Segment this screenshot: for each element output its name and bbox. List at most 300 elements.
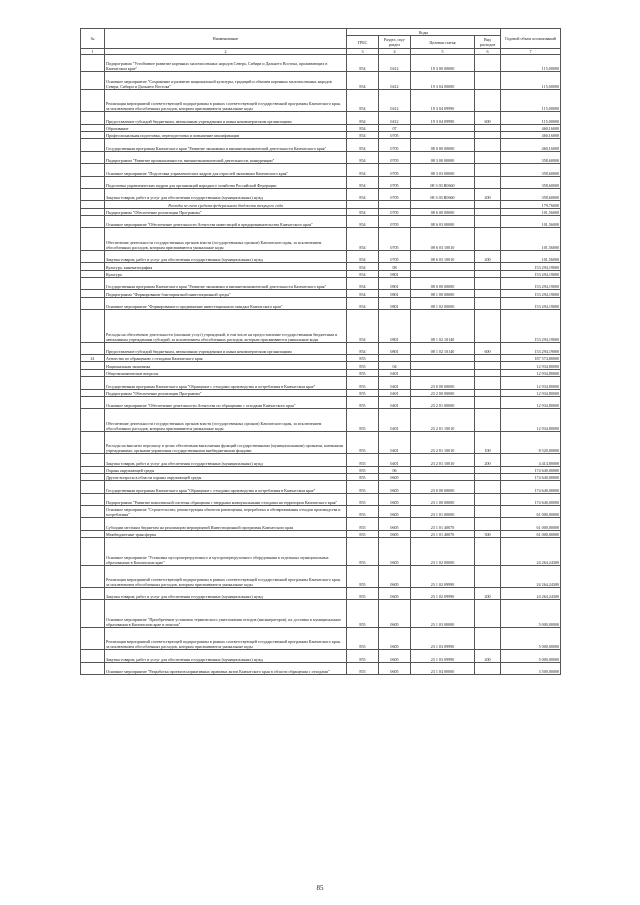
row-name: Государственная программа Камчатского края "Обращение с отходами производства и потребления в Камчатском крае": [105, 481, 347, 493]
row-grbs: 855: [347, 518, 379, 530]
row-grbs: 854: [347, 55, 379, 72]
table-row: [81, 369, 561, 376]
row-grbs: 855: [347, 565, 379, 587]
row-target: 08 3 03 R0660: [411, 188, 475, 200]
row-vid: [475, 290, 501, 297]
row-number: [81, 228, 105, 250]
row-target: 23 1 02 09990: [411, 565, 475, 587]
row-number: [81, 263, 105, 270]
row-amount: 115,00000: [501, 72, 561, 89]
column-number: 5: [411, 49, 475, 55]
table-row: [81, 342, 561, 354]
row-target: [411, 369, 475, 376]
table-row: [81, 538, 561, 565]
row-target: 23 1 02 09990: [411, 588, 475, 600]
row-name: Подпрограмма "Развитие промышленности, внешнеэкономической деятельности, конкуренции": [105, 151, 347, 163]
table-row: [81, 151, 561, 163]
row-vid: 200: [475, 188, 501, 200]
row-section: 0605: [379, 518, 411, 530]
row-number: [81, 342, 105, 354]
row-section: 08: [379, 263, 411, 270]
row-amount: 174 640,00000: [501, 473, 561, 480]
row-amount: 174 640,00000: [501, 466, 561, 473]
table-row: [81, 201, 561, 208]
table-row: [81, 216, 561, 228]
row-name: Основное мероприятие "Обеспечение деятельности Агентства по обращению с отходами Камчатского края": [105, 396, 347, 408]
row-grbs: 855: [347, 473, 379, 480]
row-name: Основное мероприятие "Установка мусороперегрузочного и мусороперегрузочного оборудования в отдельных муниципальных образованиях в Камчатском крае": [105, 538, 347, 565]
row-number: [81, 297, 105, 309]
row-vid: [475, 55, 501, 72]
row-grbs: 855: [347, 431, 379, 453]
row-grbs: 854: [347, 310, 379, 342]
row-number: [81, 216, 105, 228]
row-grbs: 854: [347, 89, 379, 111]
row-vid: 200: [475, 650, 501, 662]
row-section: 06: [379, 466, 411, 473]
row-section: 0605: [379, 473, 411, 480]
table-row: [81, 565, 561, 587]
row-amount: 153 294,19000: [501, 310, 561, 342]
table-row: [81, 270, 561, 277]
row-section: 0605: [379, 662, 411, 674]
row-amount: 358,60000: [501, 176, 561, 188]
row-name: Основное мероприятие "Приобретение установок термического уничтожения отходов (инсинераторов), их доставка в муниципальные образования в Камчатском крае и монтаж": [105, 600, 347, 627]
row-target: 23 0 00 00000: [411, 481, 475, 493]
row-grbs: 855: [347, 362, 379, 369]
row-section: 0412: [379, 89, 411, 111]
row-number: [81, 112, 105, 124]
row-vid: [475, 89, 501, 111]
row-name: Расходы за счет средств федерального бюджета текущего года: [105, 201, 347, 208]
row-amount: 153 294,19000: [501, 342, 561, 354]
column-number: 6: [475, 49, 501, 55]
row-section: 0705: [379, 164, 411, 176]
row-target: 19 3 04 09990: [411, 89, 475, 111]
column-number: 3: [347, 49, 379, 55]
row-name: Закупка товаров, работ и услуг для обеспечения государственных (муниципальных) нужд: [105, 650, 347, 662]
row-target: 23 1 03 09990: [411, 627, 475, 649]
row-number: [81, 565, 105, 587]
table-body: [81, 55, 561, 675]
table-row: [81, 89, 561, 111]
row-amount: 153 294,19000: [501, 290, 561, 297]
row-amount: 24 264,24300: [501, 565, 561, 587]
row-section: 0401: [379, 409, 411, 431]
row-section: 0705: [379, 216, 411, 228]
header-amount: Годовой объем ассигнований: [501, 29, 561, 49]
row-number: [81, 176, 105, 188]
row-amount: 358,60000: [501, 151, 561, 163]
row-amount: 12 934,80000: [501, 396, 561, 408]
row-section: 0705: [379, 139, 411, 151]
row-grbs: 854: [347, 270, 379, 277]
row-name: Охрана окружающей среды: [105, 466, 347, 473]
row-vid: [475, 518, 501, 530]
table-row: [81, 466, 561, 473]
row-grbs: 854: [347, 112, 379, 124]
row-vid: [475, 297, 501, 309]
row-target: 23 1 01 00000: [411, 506, 475, 518]
table-row: [81, 55, 561, 72]
row-grbs: 854: [347, 139, 379, 151]
row-target: 23 0 00 00000: [411, 377, 475, 389]
row-target: 08 0 00 00000: [411, 278, 475, 290]
row-target: 08 1 00 00000: [411, 290, 475, 297]
row-target: 23 1 03 09990: [411, 650, 475, 662]
row-section: 0401: [379, 396, 411, 408]
row-vid: [475, 466, 501, 473]
row-vid: [475, 362, 501, 369]
row-name: Обеспечение деятельности государственных органов власти (государственных органов) Камчатского края, за исключением обособленных расходов, которым присваиваются уникальные коды: [105, 228, 347, 250]
row-grbs: 854: [347, 297, 379, 309]
header-vid: Вид расходов: [475, 36, 501, 49]
row-target: 08 3 03 00000: [411, 164, 475, 176]
row-section: 0605: [379, 538, 411, 565]
row-section: 0605: [379, 481, 411, 493]
row-amount: 101,56000: [501, 216, 561, 228]
row-vid: [475, 164, 501, 176]
row-amount: 24 264,24300: [501, 588, 561, 600]
row-number: [81, 431, 105, 453]
table-row: [81, 164, 561, 176]
row-target: 08 1 02 00000: [411, 297, 475, 309]
row-grbs: 854: [347, 188, 379, 200]
row-name: Общеэкономические вопросы: [105, 369, 347, 376]
row-vid: [475, 151, 501, 163]
row-vid: 200: [475, 454, 501, 466]
row-section: 0412: [379, 55, 411, 72]
table-row: [81, 72, 561, 89]
row-section: 0801: [379, 342, 411, 354]
table-row: [81, 362, 561, 369]
row-number: [81, 139, 105, 151]
row-section: 07: [379, 124, 411, 131]
table-row: [81, 409, 561, 431]
row-grbs: 854: [347, 250, 379, 262]
row-amount: 460,16000: [501, 131, 561, 138]
header-grbs: ГРБС: [347, 36, 379, 49]
row-name: Закупка товаров, работ и услуг для обеспечения государственных (муниципальных) нужд: [105, 188, 347, 200]
row-target: 19 3 00 00000: [411, 55, 475, 72]
table-row: [81, 454, 561, 466]
row-vid: [475, 396, 501, 408]
row-section: [379, 201, 411, 208]
row-vid: 200: [475, 588, 501, 600]
row-grbs: 855: [347, 389, 379, 396]
row-name: Расходы на выплаты персоналу в целях обеспечения выполнения функций государственными (муниципальными) органами, казенными учреждениями, органами управления государственными внебюджетными фондами: [105, 431, 347, 453]
row-vid: [475, 493, 501, 505]
row-name: Межбюджетные трансферты: [105, 530, 347, 537]
row-grbs: 855: [347, 662, 379, 674]
row-target: 08 1 02 10140: [411, 342, 475, 354]
row-section: 0801: [379, 310, 411, 342]
table-row: [81, 139, 561, 151]
row-target: 23 1 04 00000: [411, 662, 475, 674]
table-row: [81, 250, 561, 262]
row-number: [81, 396, 105, 408]
row-amount: 5 000,00000: [501, 600, 561, 627]
table-row: [81, 278, 561, 290]
row-section: 0705: [379, 131, 411, 138]
row-name: Подпрограмма "Развитие комплексной системы обращения с твердыми коммунальными отходами на территории Камчатского края": [105, 493, 347, 505]
row-number: [81, 369, 105, 376]
row-name: Основное мероприятие "Формирование и продвижение инвестиционного имиджа Камчатского края": [105, 297, 347, 309]
row-amount: 115,00000: [501, 55, 561, 72]
row-vid: [475, 473, 501, 480]
table-row: [81, 473, 561, 480]
row-target: 08 0 00 00000: [411, 139, 475, 151]
row-number: [81, 650, 105, 662]
row-number: [81, 362, 105, 369]
table-row: [81, 493, 561, 505]
row-vid: [475, 216, 501, 228]
table-row: [81, 310, 561, 342]
row-vid: [475, 481, 501, 493]
row-name: Субсидии местным бюджетам на реализацию мероприятий Инвестиционной программы Камчатского края: [105, 518, 347, 530]
table-row: [81, 228, 561, 250]
row-section: 0705: [379, 176, 411, 188]
header-codes: Коды: [347, 29, 501, 36]
row-number: [81, 290, 105, 297]
row-amount: 3 500,00000: [501, 662, 561, 674]
row-grbs: 854: [347, 342, 379, 354]
row-target: [411, 473, 475, 480]
row-amount: 153 294,19000: [501, 263, 561, 270]
row-amount: 5 000,00000: [501, 627, 561, 649]
row-name: Государственная программа Камчатского края "Обращение с отходами производства и потребления в Камчатском крае": [105, 377, 347, 389]
row-number: [81, 55, 105, 72]
row-section: 0705: [379, 151, 411, 163]
table-row: [81, 208, 561, 215]
row-target: 23 1 02 00000: [411, 538, 475, 565]
row-vid: [475, 409, 501, 431]
row-number: [81, 188, 105, 200]
row-target: [411, 131, 475, 138]
row-grbs: [347, 201, 379, 208]
row-grbs: 854: [347, 263, 379, 270]
row-name: Подпрограмма "Обеспечение реализации Программы": [105, 208, 347, 215]
row-amount: 8 520,00000: [501, 431, 561, 453]
row-grbs: 854: [347, 228, 379, 250]
row-amount: 61 000,00000: [501, 530, 561, 537]
row-section: 0605: [379, 650, 411, 662]
row-number: [81, 600, 105, 627]
header-name: Наименование: [105, 29, 347, 49]
row-name: Подпрограмма "Обеспечение реализации Программы": [105, 389, 347, 396]
row-amount: 174 640,00000: [501, 481, 561, 493]
row-target: 19 3 04 00000: [411, 72, 475, 89]
row-amount: 153 294,19000: [501, 278, 561, 290]
row-vid: [475, 565, 501, 587]
row-name: Основное мероприятие "Сохранение и развитие национальной культуры, традиций и обычаев коренных малочисленных народов Севера, Сибири и Дальнего Востока": [105, 72, 347, 89]
header-row-num: №: [81, 29, 105, 49]
row-vid: 100: [475, 431, 501, 453]
row-amount: 24 264,24300: [501, 538, 561, 565]
row-vid: [475, 377, 501, 389]
row-target: [411, 263, 475, 270]
row-section: 0401: [379, 431, 411, 453]
row-target: 23 2 01 10010: [411, 409, 475, 431]
row-vid: [475, 263, 501, 270]
table-row: [81, 431, 561, 453]
row-grbs: 854: [347, 164, 379, 176]
row-vid: [475, 662, 501, 674]
row-name: Закупка товаров, работ и услуг для обеспечения государственных (муниципальных) нужд: [105, 588, 347, 600]
table-row: [81, 518, 561, 530]
row-grbs: 855: [347, 530, 379, 537]
row-grbs: 854: [347, 131, 379, 138]
row-target: 08 6 03 10010: [411, 228, 475, 250]
row-name: Обеспечение деятельности государственных органов власти (государственных органов) Камчатского края, за исключением обособленных расходов, которым присваиваются уникальные коды: [105, 409, 347, 431]
row-amount: 115,00000: [501, 89, 561, 111]
table-row: [81, 389, 561, 396]
row-section: 0605: [379, 530, 411, 537]
row-vid: [475, 389, 501, 396]
row-target: 08 6 03 10010: [411, 250, 475, 262]
row-number: [81, 466, 105, 473]
row-vid: [475, 228, 501, 250]
row-target: 23 1 00 00000: [411, 493, 475, 505]
row-section: 0605: [379, 493, 411, 505]
row-section: 0801: [379, 290, 411, 297]
row-vid: [475, 139, 501, 151]
row-name: Подпрограмма "Устойчивое развитие коренных малочисленных народов Севера, Сибири и Дальнего Востока, проживающих в Камчатском крае": [105, 55, 347, 72]
row-grbs: 855: [347, 466, 379, 473]
table-row: [81, 124, 561, 131]
row-section: 0801: [379, 297, 411, 309]
row-number: [81, 493, 105, 505]
row-amount: 12 934,80000: [501, 409, 561, 431]
table-row: [81, 263, 561, 270]
row-name: Подпрограмма "Формирование благоприятной инвестиционной среды": [105, 290, 347, 297]
row-name: Реализация мероприятий соответствующей подпрограммы в рамках соответствующей государственной программы Камчатского края, за исключением обособленных расходов, которым присваиваются уникальные коды: [105, 627, 347, 649]
row-grbs: 855: [347, 506, 379, 518]
row-amount: 5 000,00000: [501, 650, 561, 662]
row-amount: 115,00000: [501, 112, 561, 124]
row-target: 23 2 01 00000: [411, 396, 475, 408]
table-row: [81, 112, 561, 124]
row-amount: 61 000,00000: [501, 518, 561, 530]
row-amount: 153 294,19000: [501, 297, 561, 309]
row-grbs: 854: [347, 208, 379, 215]
row-section: 0605: [379, 565, 411, 587]
row-section: 0705: [379, 208, 411, 215]
row-section: 0412: [379, 72, 411, 89]
row-number: [81, 131, 105, 138]
row-name: Основное мероприятие "Разработка проектов нормативных правовых актов Камчатского края в области обращения с отходами": [105, 662, 347, 674]
table-row: [81, 627, 561, 649]
row-number: [81, 530, 105, 537]
row-grbs: 854: [347, 176, 379, 188]
row-name: Агентство по обращению с отходами Камчатского края: [105, 354, 347, 361]
row-vid: [475, 369, 501, 376]
row-amount: 358,60000: [501, 164, 561, 176]
row-target: [411, 354, 475, 361]
row-grbs: 855: [347, 369, 379, 376]
row-target: 08 6 00 00000: [411, 208, 475, 215]
row-target: 19 3 04 09990: [411, 112, 475, 124]
row-section: [379, 354, 411, 361]
row-amount: 174 640,00000: [501, 493, 561, 505]
row-grbs: 855: [347, 377, 379, 389]
row-name: Государственная программа Камчатского края "Развитие экономики и внешнеэкономической деятельности Камчатского края": [105, 278, 347, 290]
row-name: Предоставление субсидий бюджетным, автономным учреждениям и иным некоммерческим организациям: [105, 112, 347, 124]
row-vid: [475, 72, 501, 89]
row-amount: 153 294,19000: [501, 270, 561, 277]
row-amount: 460,16000: [501, 139, 561, 151]
row-number: [81, 208, 105, 215]
row-name: Культура: [105, 270, 347, 277]
table-row: [81, 176, 561, 188]
row-target: 23 2 01 10010: [411, 454, 475, 466]
row-number: [81, 627, 105, 649]
row-section: 0401: [379, 369, 411, 376]
budget-table: [80, 28, 561, 675]
row-name: Основное мероприятие "Обеспечение деятельности Агентства инвестиций и предпринимательства Камчатского края": [105, 216, 347, 228]
table-row: [81, 188, 561, 200]
row-number: [81, 278, 105, 290]
row-vid: [475, 124, 501, 131]
row-number: [81, 250, 105, 262]
row-vid: [475, 208, 501, 215]
table-row: [81, 396, 561, 408]
row-number: [81, 588, 105, 600]
row-number: [81, 89, 105, 111]
row-number: [81, 481, 105, 493]
row-section: 0605: [379, 588, 411, 600]
row-vid: [475, 600, 501, 627]
row-target: 23 1 03 00000: [411, 600, 475, 627]
row-grbs: 854: [347, 216, 379, 228]
row-grbs: 855: [347, 538, 379, 565]
row-section: 0412: [379, 112, 411, 124]
row-amount: 101,56000: [501, 228, 561, 250]
row-name: Закупка товаров, работ и услуг для обеспечения государственных (муниципальных) нужд: [105, 454, 347, 466]
table-header: [81, 29, 561, 55]
table-row: [81, 600, 561, 627]
row-name: Подготовка управленческих кадров для организаций народного хозяйства Российской Федерации: [105, 176, 347, 188]
row-amount: 12 934,80000: [501, 389, 561, 396]
page-number: 85: [316, 884, 324, 892]
row-grbs: 855: [347, 650, 379, 662]
row-target: [411, 466, 475, 473]
row-target: 08 3 03 R0660: [411, 176, 475, 188]
row-name: Закупка товаров, работ и услуг для обеспечения государственных (муниципальных) нужд: [105, 250, 347, 262]
row-vid: [475, 506, 501, 518]
row-target: 08 1 02 10140: [411, 310, 475, 342]
row-section: 0705: [379, 228, 411, 250]
row-section: 0605: [379, 506, 411, 518]
row-vid: [475, 538, 501, 565]
row-grbs: 855: [347, 481, 379, 493]
row-vid: 200: [475, 250, 501, 262]
row-vid: [475, 270, 501, 277]
row-number: [81, 377, 105, 389]
row-target: 23 2 00 00000: [411, 389, 475, 396]
row-section: 0801: [379, 278, 411, 290]
column-number: 2: [105, 49, 347, 55]
row-number: [81, 164, 105, 176]
row-name: Культура, кинематография: [105, 263, 347, 270]
row-grbs: 855: [347, 627, 379, 649]
row-name: Основное мероприятие "Подготовка управленческих кадров для отраслей экономики Камчатского края": [105, 164, 347, 176]
row-target: 23 2 01 10010: [411, 431, 475, 453]
row-amount: 4 414,80000: [501, 454, 561, 466]
row-amount: 358,60000: [501, 188, 561, 200]
column-number: 7: [501, 49, 561, 55]
row-number: 41: [81, 354, 105, 361]
